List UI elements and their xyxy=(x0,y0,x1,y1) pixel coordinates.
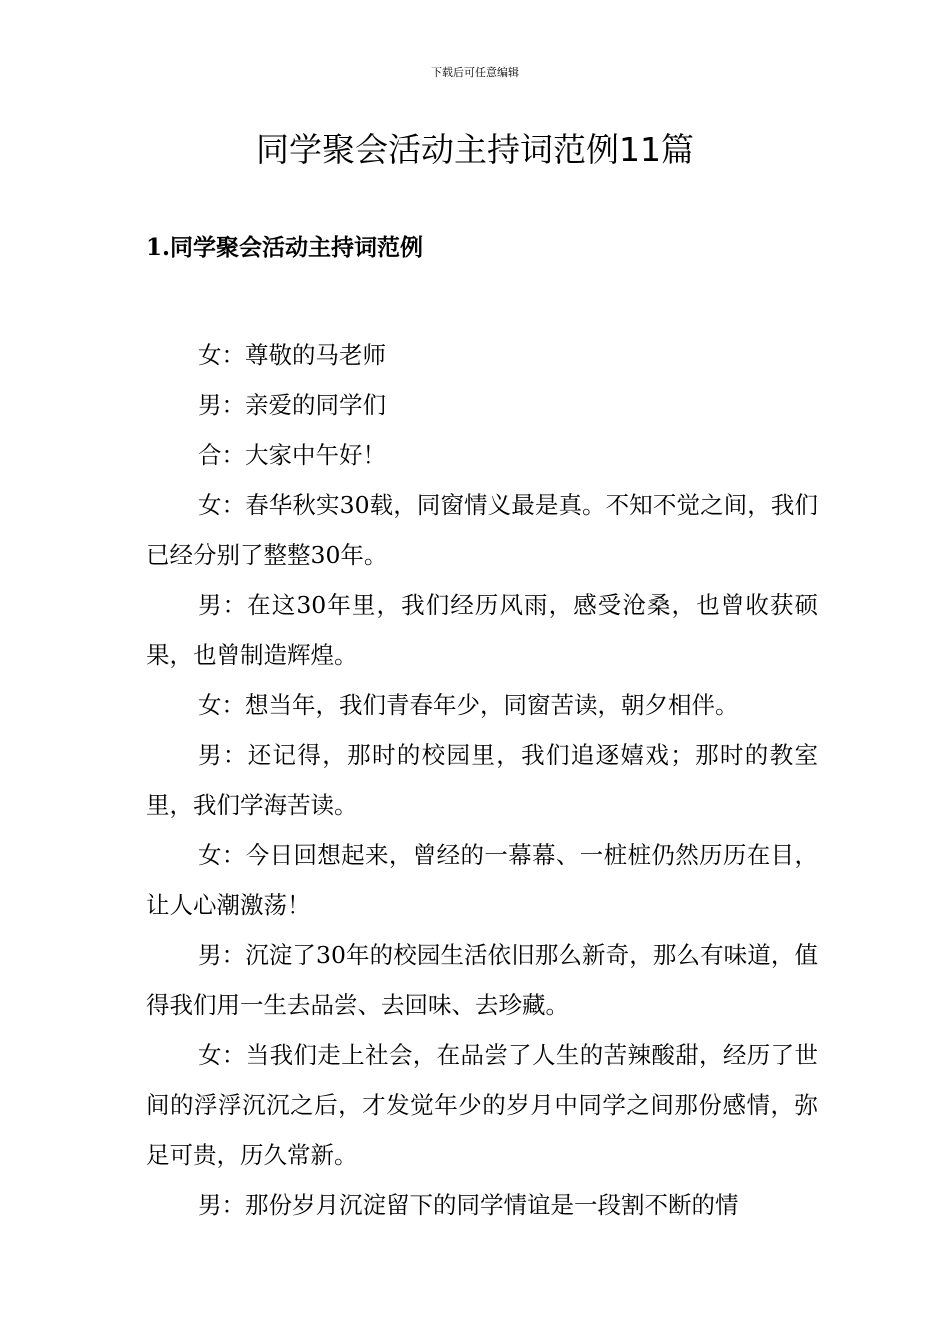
document-title: 同学聚会活动主持词范例11篇 xyxy=(256,130,694,169)
paragraph: 女：想当年，我们青春年少，同窗苦读，朝夕相伴。 xyxy=(198,691,739,719)
paragraph: 男：在这30年里，我们经历风雨，感受沧桑，也曾收获硕果，也曾制造辉煌。 xyxy=(146,591,818,669)
paragraph: 女：春华秋实30载，同窗情义最是真。不知不觉之间，我们已经分别了整整30年。 xyxy=(146,491,818,569)
header-note: 下载后可任意编辑 xyxy=(431,66,519,79)
paragraph: 男：沉淀了30年的校园生活依旧那么新奇，那么有味道，值得我们用一生去品尝、去回味、去珍藏。 xyxy=(146,941,818,1019)
paragraph: 合：大家中午好！ xyxy=(198,441,386,469)
document-body xyxy=(146,330,818,1230)
paragraph: 女：尊敬的马老师 xyxy=(198,341,386,369)
paragraph: 女：当我们走上社会，在品尝了人生的苦辣酸甜，经历了世间的浮浮沉沉之后，才发觉年少的岁月中同学之间那份感情，弥足可贵，历久常新。 xyxy=(146,1041,818,1169)
paragraph: 女：今日回想起来，曾经的一幕幕、一桩桩仍然历历在目，让人心潮激荡！ xyxy=(146,841,818,919)
section-heading: 1.同学聚会活动主持词范例 xyxy=(146,234,424,261)
paragraph: 男：那份岁月沉淀留下的同学情谊是一段割不断的情 xyxy=(198,1191,739,1219)
paragraph: 男：还记得，那时的校园里，我们追逐嬉戏；那时的教室里，我们学海苦读。 xyxy=(146,741,818,819)
paragraph: 男：亲爱的同学们 xyxy=(198,391,386,419)
